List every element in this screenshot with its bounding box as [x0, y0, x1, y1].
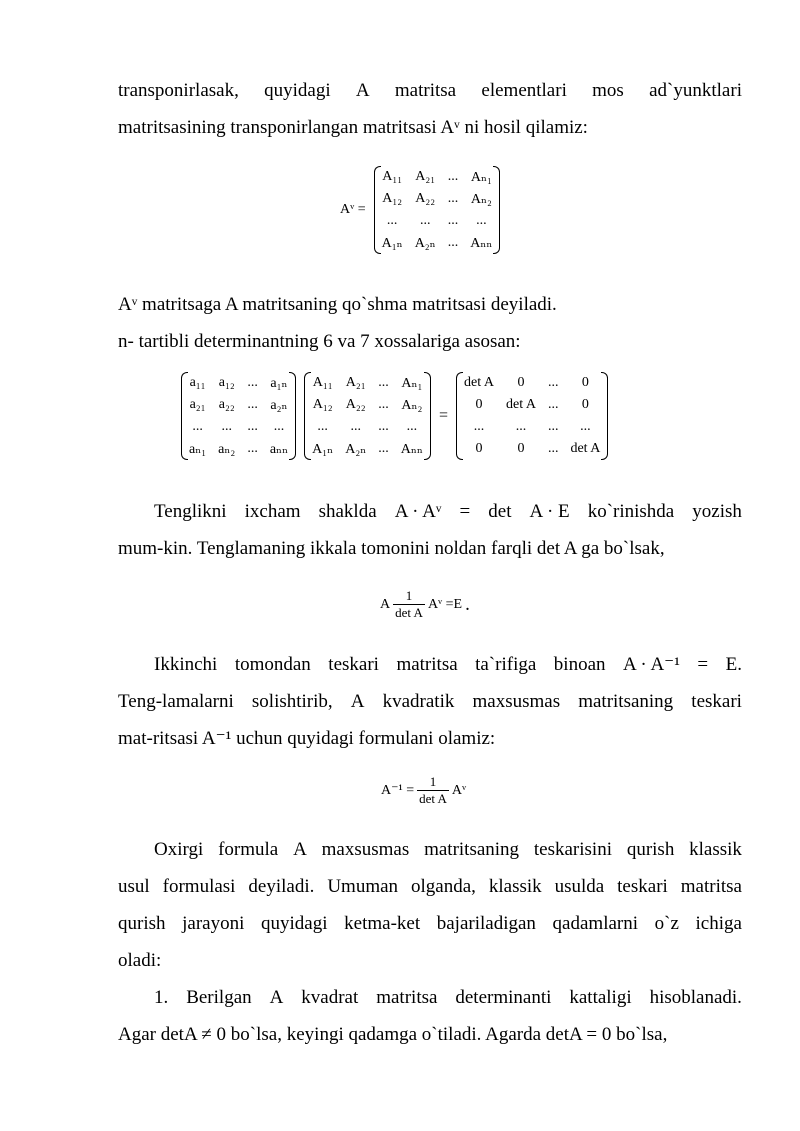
matrix-cell: ... — [378, 441, 389, 456]
matrix-cell: ... — [192, 419, 203, 434]
text-line — [118, 979, 742, 1016]
equation-term: A⁻¹ = — [381, 783, 415, 798]
matrix-cell: ... — [447, 213, 459, 228]
matrix-cell: A₂ₙ — [345, 441, 367, 457]
word: Tenglikni — [154, 501, 227, 522]
word: A · Aᵛ — [394, 501, 442, 522]
matrix-cell: a₂ₙ — [270, 397, 288, 413]
word: quyidagi — [264, 80, 331, 101]
word: 1. — [154, 987, 169, 1008]
equation-product — [183, 372, 606, 460]
paragraph-4 — [118, 646, 742, 757]
matrix-cell: Aₙₙ — [400, 441, 423, 457]
word: determinanti — [455, 987, 552, 1008]
word: quyidagi — [261, 913, 328, 934]
word: Ikkinchi — [154, 654, 218, 675]
matrix-cell: ... — [247, 441, 258, 456]
paragraph-5 — [118, 831, 742, 979]
fraction — [393, 588, 425, 621]
equation-term: Aᵛ =E — [427, 596, 463, 612]
fraction-numerator: 1 — [417, 774, 449, 791]
fraction-numerator: 1 — [393, 588, 425, 605]
word: jarayoni — [182, 913, 245, 934]
matrix-cell: 0 — [517, 375, 525, 390]
matrix-cell: ... — [476, 213, 487, 228]
matrix-cell: A₂₂ — [345, 397, 366, 412]
word: A — [269, 987, 284, 1008]
text-line: mum-kin. Tenglamaning ikkala tomonini noldan farqli det A ga bo`lsak, — [118, 538, 665, 559]
text-line — [118, 868, 742, 905]
word: o`z — [654, 913, 679, 934]
matrix-row — [306, 394, 429, 416]
matrix-diagonal — [458, 372, 606, 460]
matrix-cell: A₂₁ — [345, 375, 366, 390]
text-line — [118, 646, 742, 683]
matrix-cell: A₁₁ — [312, 375, 333, 390]
word: matritsa — [680, 876, 742, 897]
matrix-cell: ... — [447, 169, 459, 184]
word: A · E — [529, 501, 570, 522]
text-line: oladi: — [118, 950, 162, 971]
paragraph-2 — [118, 286, 742, 360]
word: olganda, — [411, 876, 476, 897]
matrix-row — [306, 416, 429, 438]
word: teskarisini — [533, 839, 612, 860]
matrix-row — [458, 372, 606, 394]
word: E. — [725, 654, 742, 675]
word: transponirlasak, — [118, 80, 239, 101]
word: ketma-ket — [344, 913, 421, 934]
equals-sign: = — [439, 407, 449, 424]
text-line: Agar detA ≠ 0 bo`lsa, keyingi qadamga o`tiladi. Agarda detA = 0 bo`lsa, — [118, 1024, 668, 1045]
word: kattaligi — [569, 987, 632, 1008]
equation-lhs: Aᵛ = — [340, 202, 366, 217]
matrix-cell: a₂₁ — [189, 397, 206, 412]
word: A — [293, 839, 307, 860]
matrix-cell: A₁ₙ — [381, 235, 403, 251]
matrix-cell: a₁₁ — [189, 375, 206, 390]
equation-identity — [380, 588, 470, 621]
matrix-adjugate-2 — [306, 372, 429, 460]
word: matritsaning — [424, 839, 520, 860]
word: matritsa — [396, 654, 458, 675]
text-line — [118, 72, 742, 109]
word: Oxirgi — [154, 839, 204, 860]
fraction — [417, 774, 449, 807]
matrix-cell: ... — [247, 375, 258, 390]
matrix-cell: ... — [247, 419, 258, 434]
word: A · A⁻¹ — [623, 654, 680, 675]
matrix-cell: ... — [386, 213, 398, 228]
matrix-cell: det A — [464, 375, 494, 390]
matrix-cell: ... — [406, 419, 418, 434]
matrix-row — [183, 416, 294, 438]
matrix-cell: Aₙ₂ — [401, 397, 423, 413]
word: teskari — [617, 876, 668, 897]
matrix-cell: ... — [547, 397, 559, 412]
matrix-cell: A₁₂ — [312, 397, 333, 412]
equation-term: A — [380, 596, 391, 612]
word: bajariladigan — [436, 913, 536, 934]
word: ta`rifiga — [475, 654, 537, 675]
word: qurish — [626, 839, 675, 860]
word: yozish — [692, 501, 742, 522]
matrix-cell: 0 — [517, 441, 525, 456]
word: deyiladi. — [248, 876, 315, 897]
word: Berilgan — [186, 987, 252, 1008]
word: usul — [118, 876, 150, 897]
paragraph-1 — [118, 72, 742, 146]
equation-adjugate — [340, 166, 498, 254]
matrix-cell: A₂₁ — [415, 169, 436, 184]
matrix-row — [183, 394, 294, 416]
word: ad`yunktlari — [649, 80, 742, 101]
text-line: mat-ritsasi A⁻¹ uchun quyidagi formulani olamiz: — [118, 728, 496, 749]
matrix-cell: ... — [221, 419, 232, 434]
paragraph-3 — [118, 493, 742, 567]
text-line: n- tartibli determinantning 6 va 7 xossalariga asosan: — [118, 331, 521, 352]
matrix-cell: 0 — [475, 397, 483, 412]
matrix-cell: 0 — [581, 375, 589, 390]
matrix-cell: a₁ₙ — [270, 375, 288, 391]
word: maxsusmas — [472, 691, 561, 712]
fraction-denominator: det A — [395, 605, 423, 620]
matrix-cell: ... — [473, 419, 485, 434]
word: det — [488, 501, 512, 522]
word: ixcham — [244, 501, 301, 522]
matrix-row — [458, 394, 606, 416]
matrix-row — [376, 210, 499, 232]
equation-term: Aᵛ — [451, 782, 467, 798]
matrix-row — [376, 188, 499, 210]
word: hisoblanadi. — [649, 987, 742, 1008]
matrix-adjugate — [376, 166, 499, 254]
word: matritsa — [394, 80, 457, 101]
matrix-cell: aₙ₁ — [189, 441, 207, 457]
matrix-cell: ... — [580, 419, 591, 434]
matrix-cell: A₁ₙ — [312, 441, 334, 457]
fraction-denominator: det A — [419, 791, 447, 806]
word: solishtirib, — [251, 691, 333, 712]
matrix-cell: ... — [547, 419, 559, 434]
word: klassik — [689, 839, 742, 860]
matrix-row — [306, 438, 429, 460]
matrix-row — [306, 372, 429, 394]
word: teskari — [691, 691, 742, 712]
matrix-cell: aₙ₂ — [218, 441, 236, 457]
matrix-cell: ... — [350, 419, 361, 434]
word: formulasi — [162, 876, 236, 897]
matrix-cell: ... — [547, 441, 559, 456]
word: teskari — [328, 654, 379, 675]
matrix-cell: aₙₙ — [269, 441, 289, 457]
matrix-row — [376, 232, 499, 254]
word: klassik — [488, 876, 542, 897]
matrix-cell: ... — [273, 419, 285, 434]
word: kvadratik — [382, 691, 455, 712]
word: usulda — [554, 876, 605, 897]
matrix-cell: ... — [419, 213, 431, 228]
word: = — [459, 501, 471, 522]
equation-inverse — [381, 774, 466, 807]
matrix-row — [458, 438, 606, 460]
word: ko`rinishda — [587, 501, 675, 522]
matrix-cell: ... — [547, 375, 559, 390]
word: A — [355, 80, 370, 101]
text-line: Aᵛ matritsaga A matritsaning qo`shma matritsasi deyiladi. — [118, 294, 557, 315]
matrix-row — [183, 438, 294, 460]
word: matritsaning — [578, 691, 674, 712]
matrix-cell: a₁₂ — [218, 375, 235, 390]
paragraph-6 — [118, 979, 742, 1053]
matrix-cell: A₁₂ — [382, 191, 403, 206]
equation-period: . — [465, 593, 470, 615]
text-line — [118, 683, 742, 720]
word: shaklda — [318, 501, 377, 522]
text-line — [118, 831, 742, 868]
matrix-cell: ... — [378, 419, 389, 434]
matrix-cell: Aₙₙ — [470, 235, 493, 251]
matrix-row — [183, 372, 294, 394]
word: matritsa — [376, 987, 438, 1008]
text-line — [118, 905, 742, 942]
word: ichiga — [695, 913, 742, 934]
matrix-cell: Aₙ₂ — [470, 191, 492, 207]
word: Umuman — [327, 876, 399, 897]
matrix-cell: 0 — [475, 441, 483, 456]
word: elementlari — [481, 80, 567, 101]
matrix-cell: ... — [447, 191, 459, 206]
matrix-a — [183, 372, 294, 460]
word: binoan — [553, 654, 606, 675]
matrix-cell: ... — [378, 375, 389, 390]
matrix-cell: Aₙ₁ — [401, 375, 423, 391]
word: maxsusmas — [321, 839, 410, 860]
matrix-cell: A₂ₙ — [414, 235, 436, 251]
matrix-cell: ... — [378, 397, 389, 412]
matrix-cell: Aₙ₁ — [470, 169, 492, 185]
matrix-cell: det A — [505, 397, 536, 412]
matrix-cell: ... — [247, 397, 258, 412]
matrix-cell: det A — [570, 441, 601, 456]
word: mos — [592, 80, 624, 101]
word: tomondan — [234, 654, 311, 675]
word: qurish — [118, 913, 166, 934]
matrix-cell: A₂₂ — [415, 191, 436, 206]
text-line: matritsasining transponirlangan matritsasi Aᵛ ni hosil qilamiz: — [118, 117, 588, 138]
word: qadamlarni — [552, 913, 639, 934]
word: kvadrat — [301, 987, 359, 1008]
matrix-cell: ... — [317, 419, 328, 434]
text-line — [118, 493, 742, 530]
word: A — [350, 691, 365, 712]
word: formula — [218, 839, 279, 860]
matrix-row — [458, 416, 606, 438]
matrix-cell: a₂₂ — [218, 397, 235, 412]
matrix-cell: ... — [515, 419, 527, 434]
word: = — [697, 654, 709, 675]
matrix-cell: ... — [447, 235, 459, 250]
matrix-cell: 0 — [581, 397, 589, 412]
matrix-cell: A₁₁ — [382, 169, 403, 184]
matrix-row — [376, 166, 499, 188]
word: Teng-lamalarni — [118, 691, 234, 712]
